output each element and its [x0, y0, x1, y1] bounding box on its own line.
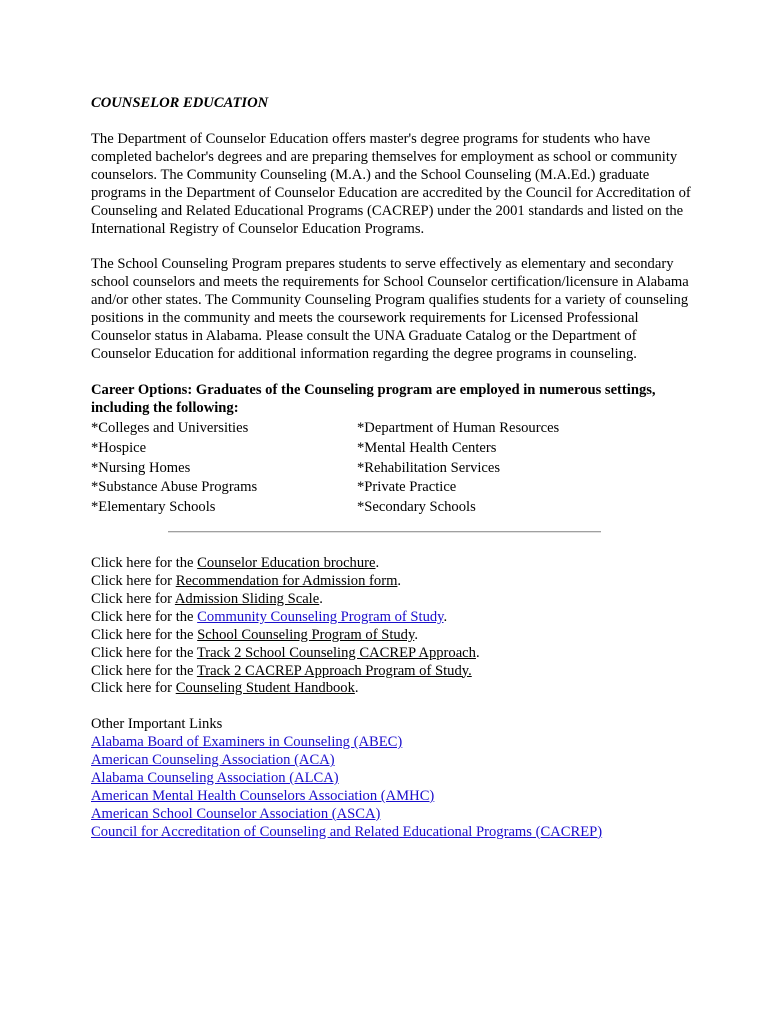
link-suffix: .: [354, 680, 359, 697]
aca-link[interactable]: American Counseling Association (ACA): [91, 752, 335, 769]
career-option: *Mental Health Centers: [357, 439, 497, 456]
link-suffix: .: [375, 555, 380, 572]
career-option: *Hospice: [91, 439, 147, 456]
amhc-link[interactable]: American Mental Health Counselors Association (AMHC): [91, 787, 435, 804]
link-suffix: .: [443, 608, 448, 625]
other-link-item: [91, 752, 691, 770]
link-prefix: Click here for: [91, 591, 175, 607]
link-prefix: Click here for the: [91, 662, 197, 679]
resource-link-line: [91, 609, 691, 627]
career-option: *Elementary Schools: [91, 499, 216, 516]
page-title: COUNSELOR EDUCATION: [91, 95, 269, 111]
resource-links: [91, 555, 691, 698]
career-option: *Department of Human Resources: [357, 419, 560, 436]
section-divider: [168, 531, 601, 533]
other-links-heading: Other Important Links: [91, 716, 223, 733]
recommendation-form-link[interactable]: Recommendation for Admission form: [175, 573, 398, 590]
link-prefix: Click here for: [91, 680, 176, 697]
other-link-item: [91, 806, 691, 824]
career-option: *Nursing Homes: [91, 459, 191, 476]
link-prefix: Click here for the: [91, 555, 198, 572]
alca-link[interactable]: Alabama Counseling Association (ALCA): [91, 770, 339, 787]
career-option: *Private Practice: [357, 479, 457, 496]
career-option: *Colleges and Universities: [91, 419, 249, 436]
track2-program-of-study-link[interactable]: Track 2 CACREP Approach Program of Study.: [196, 662, 472, 679]
student-handbook-link[interactable]: Counseling Student Handbook: [175, 680, 355, 697]
career-option: *Substance Abuse Programs: [91, 479, 258, 496]
resource-link-line: [91, 663, 691, 681]
other-link-item: [91, 788, 691, 806]
career-option: *Secondary Schools: [357, 499, 476, 516]
link-prefix: Click here for the: [91, 626, 198, 643]
resource-link-line: [91, 591, 691, 609]
program-paragraph: The School Counseling Program prepares students to serve effectively as elementary and secondary school counselors and meets the requirements for School Counselor certification/licensure in Alabama and/or other states. The Community Counseling Program qualifies students for a variety of counseling positions in the community and meets the coursework requirements for Licensed Professional Counselor status in Alabama. Please consult the UNA Graduate Catalog or the Department of Counselor Education for additional information regarding the degree programs in counseling.: [91, 256, 689, 362]
resource-link-line: [91, 645, 691, 663]
intro-paragraph: The Department of Counselor Education offers master's degree programs for students who have completed bachelor's degrees and are preparing themselves for employment as school or community counselors. The Community Counseling (M.A.) and the School Counseling (M.A.Ed.) graduate programs in the Department of Counselor Education are accredited by the Council for Accreditation of Counseling and Related Educational Programs (CACREP) under the 2001 standards and listed on the International Registry of Counselor Education Programs.: [91, 131, 691, 237]
abec-link[interactable]: Alabama Board of Examiners in Counseling (ABEC): [91, 734, 403, 751]
school-counseling-program-link[interactable]: School Counseling Program of Study: [197, 626, 415, 643]
other-link-item: [91, 824, 691, 842]
link-prefix: Click here for the: [91, 644, 197, 661]
asca-link[interactable]: American School Counselor Association (ASCA): [91, 805, 381, 822]
resource-link-line: [91, 573, 691, 591]
link-prefix: Click here for: [91, 573, 176, 590]
cacrep-link[interactable]: Council for Accreditation of Counseling and Related Educational Programs (CACREP): [91, 823, 603, 840]
resource-link-line: [91, 680, 691, 698]
link-suffix: .: [319, 591, 323, 607]
career-options-list: [91, 420, 691, 518]
resource-link-line: [91, 555, 691, 573]
other-link-item: [91, 770, 691, 788]
link-suffix: .: [397, 573, 402, 590]
other-important-links: [91, 716, 691, 841]
link-suffix: .: [475, 644, 480, 661]
resource-link-line: [91, 627, 691, 645]
career-options-heading: Career Options: Graduates of the Counseling program are employed in numerous settings, including the following:: [91, 381, 656, 416]
other-link-item: [91, 734, 691, 752]
brochure-link[interactable]: Counselor Education brochure: [197, 555, 376, 572]
document-page: [91, 94, 691, 842]
career-option: *Rehabilitation Services: [357, 459, 501, 476]
link-prefix: Click here for the: [91, 608, 198, 625]
sliding-scale-link[interactable]: Admission Sliding Scale: [174, 591, 320, 607]
track2-cacrep-approach-link[interactable]: Track 2 School Counseling CACREP Approach: [196, 644, 476, 661]
link-suffix: .: [414, 626, 418, 643]
community-counseling-program-link[interactable]: Community Counseling Program of Study: [197, 608, 444, 625]
